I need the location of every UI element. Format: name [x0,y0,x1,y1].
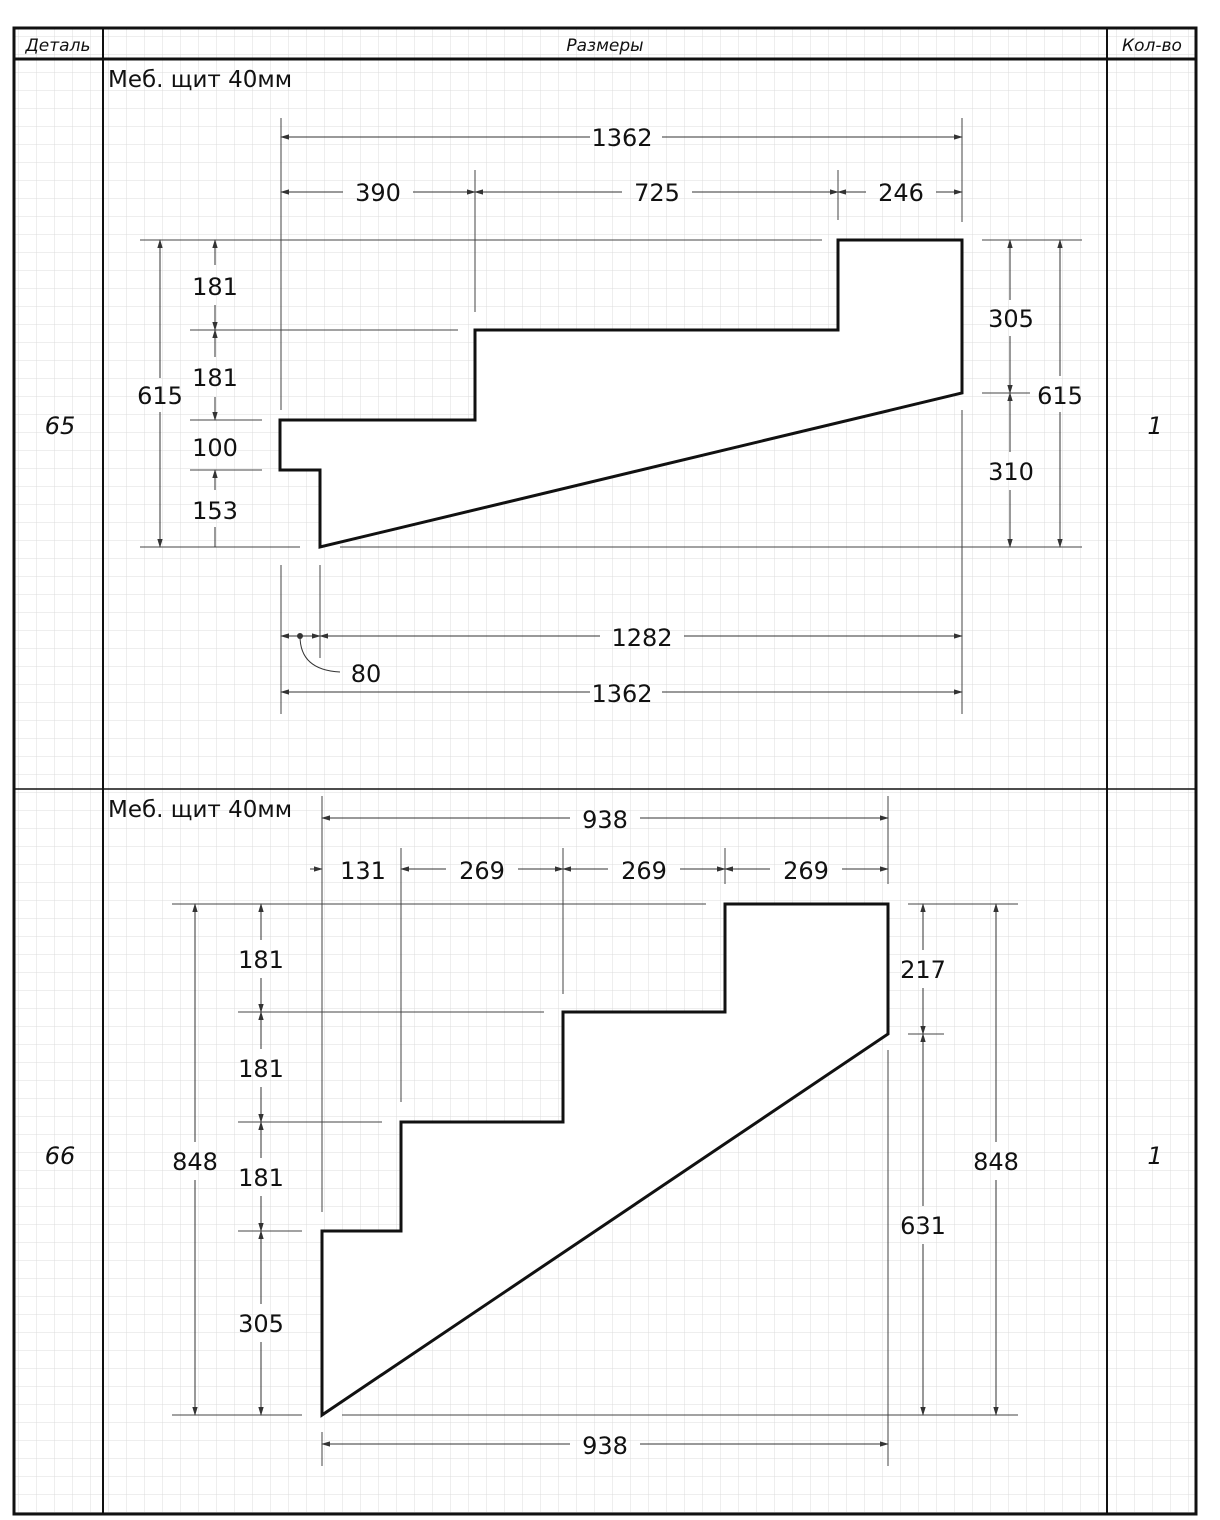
dim-seg2: 269 [459,857,505,885]
dim-bottom-total: 1362 [591,680,653,708]
header-sizes: Размеры [566,36,644,56]
dim-left-total: 615 [137,382,183,410]
dim-right-upper: 217 [900,956,946,984]
dim-right-lower: 310 [988,458,1034,486]
dim-bottom-inner: 1282 [611,624,673,652]
dim-bottom-total: 938 [582,1432,628,1460]
dim-left-step4: 305 [238,1310,284,1338]
dim-left-step2: 181 [192,364,238,392]
part-id: 66 [44,1142,76,1170]
dim-seg1: 131 [340,857,386,885]
dim-seg-right: 246 [878,179,924,207]
dim-right-total: 848 [973,1148,1019,1176]
dim-seg-mid: 725 [634,179,680,207]
dim-seg-left: 390 [355,179,401,207]
dim-left-step3: 100 [192,434,238,462]
dim-seg3: 269 [621,857,667,885]
grid-background [14,28,1196,1514]
dim-bottom-offset: 80 [350,660,382,688]
dim-right-upper: 305 [988,305,1034,333]
dim-left-total: 848 [172,1148,218,1176]
material-label: Меб. щит 40мм [108,67,293,93]
material-label: Меб. щит 40мм [108,797,293,823]
dim-overall-top: 1362 [591,124,653,152]
dim-left-step2: 181 [238,1055,284,1083]
dim-seg4: 269 [783,857,829,885]
dim-overall-top: 938 [582,806,628,834]
dim-right-lower: 631 [900,1212,946,1240]
dim-left-step4: 153 [192,497,238,525]
header-qty: Кол-во [1122,36,1182,56]
part-qty: 1 [1147,1142,1163,1170]
header-detail: Деталь [25,36,91,56]
part-id: 65 [44,412,76,440]
leader-dot [297,633,303,639]
dim-right-total: 615 [1037,382,1083,410]
dim-left-step3: 181 [238,1164,284,1192]
dim-left-step1: 181 [192,273,238,301]
part-qty: 1 [1147,412,1163,440]
dim-left-step1: 181 [238,946,284,974]
